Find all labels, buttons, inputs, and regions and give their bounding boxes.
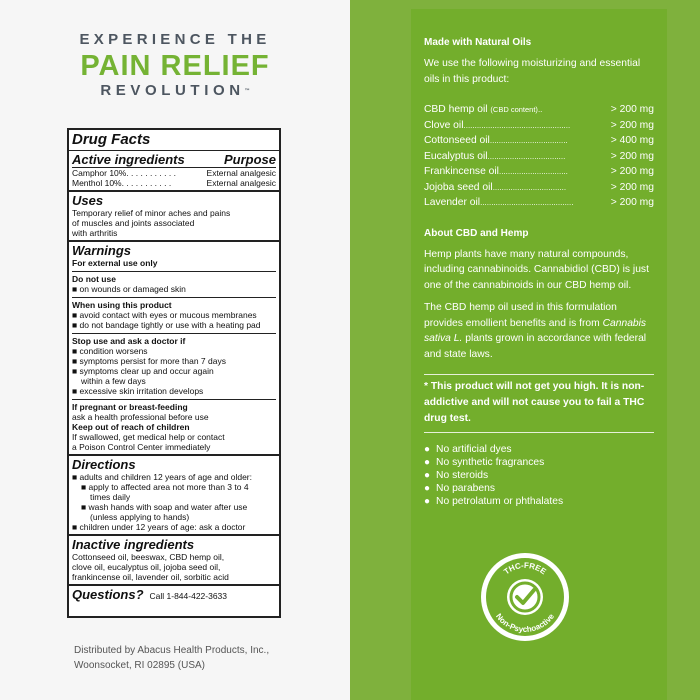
oil-row [424, 180, 654, 196]
warning-continuation: within a few days [81, 376, 146, 386]
warning-text: symptoms clear up and occur again [79, 366, 214, 376]
bullet-icon: ■ [72, 346, 78, 356]
list-item-text: No artificial dyes [436, 444, 512, 455]
questions-heading: Questions? [72, 587, 144, 602]
active-ingredient-name: Camphor 10%. . . . . . . . . . . [72, 168, 176, 178]
oil-row [424, 102, 654, 118]
bullet-icon: ■ [72, 472, 78, 482]
bullet-icon: ● [424, 483, 431, 494]
pregnant-heading: If pregnant or breast-feeding [72, 402, 188, 412]
bullet-icon: ■ [72, 522, 78, 532]
species-name: Cannabis sativa L. [424, 317, 647, 344]
bullet-icon: ■ [72, 284, 78, 294]
direction-continuation: times daily [90, 492, 131, 502]
active-ingredients-header [72, 152, 276, 168]
hero-line3-text: REVOLUTION [100, 82, 245, 99]
active-ingredients-heading: Active ingredients [72, 152, 185, 167]
oil-name [424, 102, 538, 118]
divider [424, 374, 654, 375]
warning-bullet-item [72, 386, 276, 396]
active-ingredient-purpose: External analgesic [206, 178, 276, 188]
oil-leader: ................................... [489, 136, 568, 145]
warning-text: excessive skin irritation develops [79, 386, 204, 396]
oil-name: Lavender oil [424, 197, 481, 208]
oil-row [424, 195, 654, 211]
warning-bullet-item [72, 320, 276, 330]
active-ingredient-row [72, 178, 276, 188]
bullet-icon: ● [424, 457, 431, 468]
direction-text: adults and children 12 years of age and older: [79, 472, 252, 482]
warning-text: avoid contact with eyes or mucous membranes [79, 310, 257, 320]
questions-phone: Call 1-844-422-3633 [149, 591, 228, 601]
direction-text: wash hands with soap and water after use [88, 502, 248, 512]
when-using-block [72, 297, 276, 330]
oil-value: > 200 mg [610, 166, 654, 177]
stop-use-heading: Stop use and ask a doctor if [72, 336, 186, 346]
distributor-line: Distributed by Abacus Health Products, Inc., [74, 645, 270, 656]
hero-heading [0, 30, 350, 100]
direction-item [72, 502, 276, 512]
oil-row [424, 149, 654, 165]
list-item-text: No steroids [436, 470, 489, 481]
bullet-icon: ● [424, 444, 431, 455]
drug-facts-box [67, 128, 281, 618]
warning-bullet-item [72, 366, 276, 376]
reach-text: If swallowed, get medical help or contact [72, 432, 225, 442]
warning-text: symptoms persist for more than 7 days [79, 356, 226, 366]
do-not-use-block [72, 271, 276, 294]
oil-name: Frankincense oil [424, 166, 499, 177]
direction-item [72, 482, 276, 492]
drug-facts-title: Drug Facts [72, 131, 151, 148]
external-use-text: For external use only [72, 258, 158, 268]
list-item-text: No parabens [436, 483, 496, 494]
warning-text: condition worsens [79, 346, 148, 356]
hero-line3 [0, 82, 350, 100]
oil-name: Eucalyptus oil [424, 150, 488, 162]
about-paragraph-2 [424, 300, 654, 362]
info-panel-content [424, 36, 654, 508]
directions-heading: Directions [72, 457, 136, 472]
hero-line2: PAIN RELIEF [80, 50, 270, 82]
oil-value: > 200 mg [610, 104, 654, 115]
stop-use-block [72, 333, 276, 396]
active-ingredient-purpose: External analgesic [206, 168, 276, 178]
reach-text: a Poison Control Center immediately [72, 442, 211, 452]
bullet-icon: ● [424, 470, 431, 481]
seal-top-label: THC-FREE [502, 560, 548, 577]
list-item [424, 443, 654, 456]
list-item-text: No synthetic fragrances [436, 457, 545, 468]
oil-value: > 200 mg [610, 150, 654, 162]
active-ingredient-name: Menthol 10%. . . . . . . . . . . [72, 178, 172, 188]
oil-leader: ............................... [498, 167, 568, 176]
about-paragraph-1: Hemp plants have many natural compounds, including cannabinoids. Cannabidiol (CBD) is just one of the cannabinoids in our CBD hemp oil. [424, 248, 649, 291]
warning-bullet-item [72, 310, 276, 320]
bullet-icon: ■ [72, 366, 78, 376]
oil-leader: ................................................ [463, 120, 571, 130]
oil-row [424, 133, 654, 149]
oils-intro: We use the following moisturizing and essential oils in this product: [424, 58, 641, 85]
free-from-list [424, 443, 654, 508]
hero-line1: EXPERIENCE THE [79, 31, 271, 48]
inactive-line: clove oil, eucalyptus oil, jojoba seed oil, [72, 562, 221, 572]
thc-warning: * This product will not get you high. It is non-addictive and will not cause you to fail a THC drug test. [424, 381, 645, 424]
trademark-mark: ™ [244, 88, 250, 94]
bullet-icon: ■ [81, 482, 87, 492]
direction-text: apply to affected area not more than 3 to 4 [88, 482, 249, 492]
pregnant-text: ask a health professional before use [72, 412, 209, 422]
uses-section [69, 190, 279, 240]
distributor-info [74, 643, 334, 673]
pregnant-block [72, 399, 276, 452]
about-text: The CBD hemp oil used in this formulation provides emollient benefits and is from [424, 302, 617, 329]
bullet-icon: ■ [72, 386, 78, 396]
bullet-icon: ■ [72, 356, 78, 366]
directions-section [69, 454, 279, 534]
oils-list [424, 102, 654, 211]
inactive-ingredients-heading: Inactive ingredients [72, 537, 195, 552]
reach-heading: Keep out of reach of children [72, 422, 190, 432]
oil-leader: ................................. [492, 182, 567, 192]
oil-leader: .. [537, 105, 543, 114]
bullet-icon: ■ [81, 502, 87, 512]
bullet-icon: ■ [72, 320, 78, 330]
warning-bullet-item [72, 284, 276, 294]
about-text: plants grown in accordance with federal and state laws. [424, 333, 647, 360]
seal-bottom-label: Non-Psychoactive [493, 611, 556, 635]
oil-name: Clove oil [424, 119, 464, 131]
list-item-text: No petrolatum or phthalates [436, 496, 564, 507]
inactive-line: Cottonseed oil, beeswax, CBD hemp oil, [72, 552, 225, 562]
oil-name-text: CBD hemp oil [424, 104, 488, 115]
oil-value: > 200 mg [610, 119, 654, 131]
uses-line: Temporary relief of minor aches and pains [72, 208, 231, 218]
direction-continuation: (unless applying to hands) [90, 512, 190, 522]
inactive-line: frankincense oil, lavender oil, sorbitic acid [72, 572, 229, 582]
uses-line: with arthritis [72, 228, 118, 238]
warning-text: on wounds or damaged skin [79, 284, 186, 294]
oil-value: > 200 mg [610, 197, 654, 208]
list-item [424, 495, 654, 508]
when-using-heading: When using this product [72, 300, 172, 310]
oils-heading: Made with Natural Oils [424, 37, 532, 48]
warning-bullet-item [72, 356, 276, 366]
list-item [424, 469, 654, 482]
oil-name: Jojoba seed oil [424, 181, 493, 193]
drug-facts-title-section [69, 130, 279, 150]
direction-item [72, 472, 276, 482]
oil-name: Cottonseed oil [424, 135, 490, 146]
oil-value: > 400 mg [610, 135, 654, 146]
warning-text: do not bandage tightly or use with a heating pad [79, 320, 261, 330]
warnings-section [69, 240, 279, 454]
bullet-icon: ■ [72, 310, 78, 320]
oil-note: (CBD content) [490, 105, 538, 114]
about-heading: About CBD and Hemp [424, 227, 529, 239]
divider [424, 432, 654, 433]
oil-leader: ................................... [487, 151, 566, 161]
uses-heading: Uses [72, 193, 104, 208]
warning-bullet-item [72, 346, 276, 356]
direction-text: children under 12 years of age: ask a doctor [79, 522, 246, 532]
inactive-ingredients-section [69, 534, 279, 584]
purpose-heading: Purpose [223, 152, 276, 167]
oil-value: > 200 mg [610, 181, 654, 193]
uses-line: of muscles and joints associated [72, 218, 195, 228]
questions-section [69, 584, 279, 604]
thc-free-seal [480, 552, 570, 642]
oil-leader: .......................................... [480, 198, 574, 207]
warnings-heading: Warnings [72, 243, 131, 258]
list-item [424, 456, 654, 469]
active-ingredient-row [72, 168, 276, 178]
list-item [424, 482, 654, 495]
active-ingredients-section [69, 150, 279, 190]
do-not-use-heading: Do not use [72, 274, 116, 284]
oil-row [424, 118, 654, 134]
questions-row [72, 587, 276, 602]
direction-item [72, 522, 276, 532]
bullet-icon: ● [424, 496, 431, 507]
oil-row [424, 164, 654, 180]
distributor-line: Woonsocket, RI 02895 (USA) [74, 660, 205, 671]
